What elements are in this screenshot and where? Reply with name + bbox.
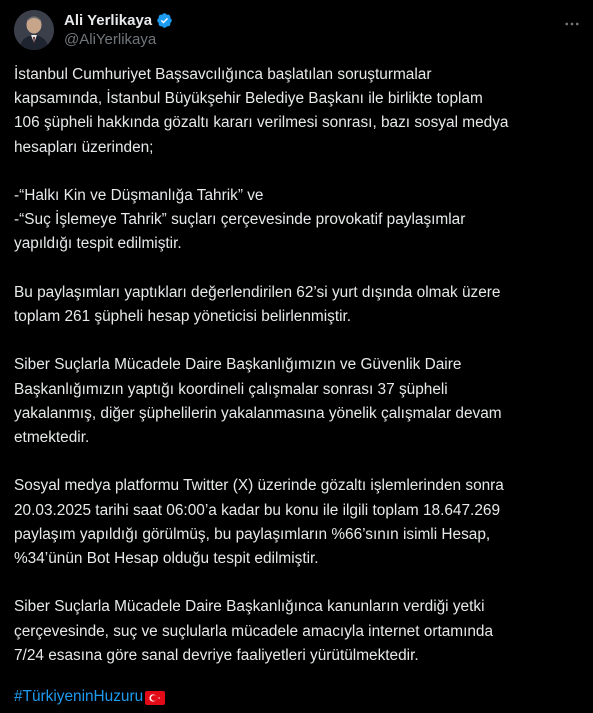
avatar[interactable]: [14, 10, 54, 50]
tweet-text: [14, 63, 584, 668]
tweet-paragraph: -“Halkı Kin ve Düşmanlığa Tahrik” ve -“Suç İşlemeye Tahrik” suçları çerçevesinde provokatif paylaşımlar yapıldığı tespit edilmiştir.: [14, 187, 466, 253]
name-row: [64, 11, 173, 29]
tweet-paragraph: İstanbul Cumhuriyet Başsavcılığınca başlatılan soruşturmalar kapsamında, İstanbul Büyükşehir Belediye Başkanı ile birlikte toplam 106 şüpheli hakkında gözaltı kararı verilmesi sonrası, bazı sosyal medya hesapları üzerinden;: [14, 66, 509, 156]
hashtag-link[interactable]: #TürkiyeninHuzuru: [14, 688, 144, 705]
display-name[interactable]: Ali Yerlikaya: [64, 11, 153, 29]
turkey-flag-icon: [145, 690, 165, 704]
avatar-portrait: [14, 10, 54, 50]
handle[interactable]: @AliYerlikaya: [64, 31, 157, 48]
tweet-paragraph: Sosyal medya platformu Twitter (X) üzerinde gözaltı işlemlerinden sonra 20.03.2025 tarihi saat 06:00’a kadar bu konu ile ilgili toplam 18.647.269 paylaşım yapıldığı görülmüş, bu paylaşımların %66’sının isimli Hesap, %34’ünün Bot Hesap olduğu tespit edilmiştir.: [14, 477, 504, 567]
more-options-icon[interactable]: [562, 14, 582, 34]
tweet-paragraph: Bu paylaşımları yaptıkları değerlendirilen 62’si yurt dışında olmak üzere toplam 261 şüpheli hesap yöneticisi belirlenmiştir.: [14, 283, 501, 325]
verified-badge-icon: [156, 12, 173, 29]
tweet-header: [14, 10, 584, 50]
tweet-paragraph: Siber Suçlarla Mücadele Daire Başkanlığınca kanunların verdiği yetki çerçevesinde, suç ve suçlularla mücadele amacıyla internet ortamında 7/24 esasına göre sanal devriye faaliyetleri yürütülmektedir.: [14, 598, 494, 664]
hashtag-line: [14, 686, 165, 708]
tweet-paragraph: Siber Suçlarla Mücadele Daire Başkanlığımızın ve Güvenlik Daire Başkanlığımızın yaptığı koordineli çalışmalar sonrası 37 şüpheli yakalanmış, diğer şüphelilerin yakalanmasına yönelik çalışmalar devam etmektedir.: [14, 356, 502, 446]
